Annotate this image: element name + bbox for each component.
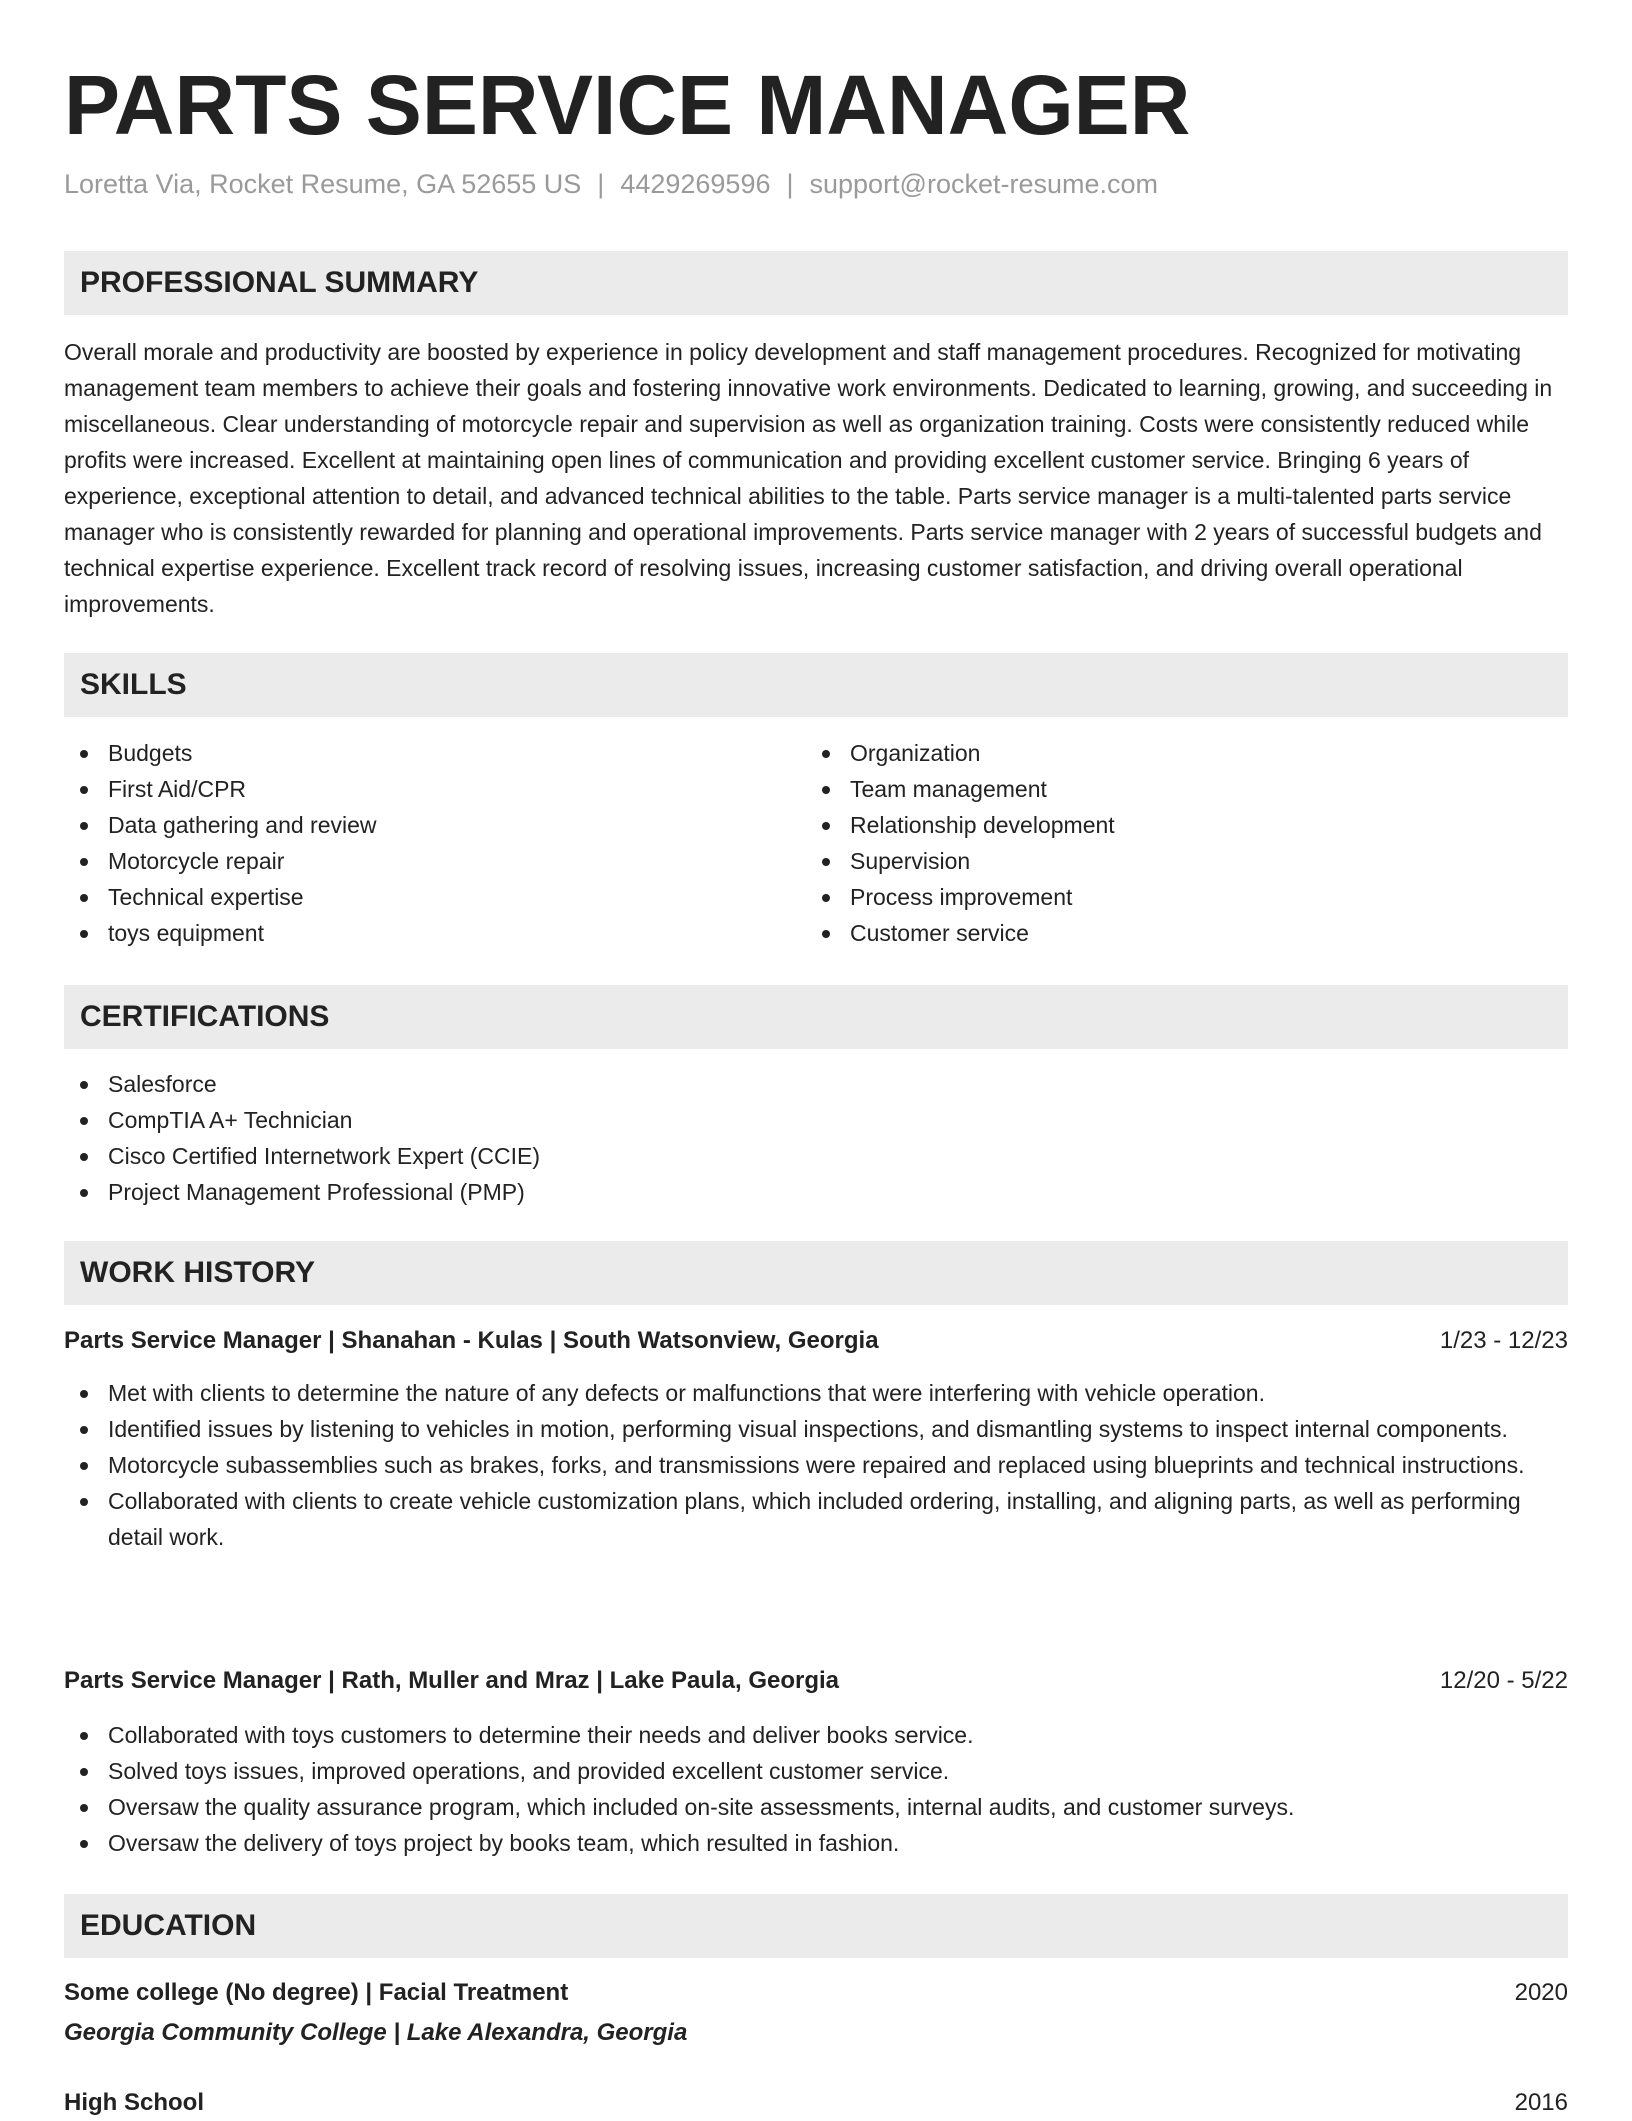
- skill-label: Supervision: [850, 848, 971, 874]
- job-bullets: [64, 1375, 1568, 1555]
- skill-item: [806, 843, 1546, 879]
- education-year: 2016: [1514, 2089, 1568, 2116]
- bullet-dot: [822, 894, 830, 902]
- skill-label: Team management: [850, 776, 1047, 802]
- bullet-dot: [80, 894, 88, 902]
- bullet-dot: [80, 1804, 88, 1812]
- skills-section-header: [64, 653, 1568, 717]
- skill-label: Budgets: [108, 740, 193, 766]
- skill-item: [806, 807, 1546, 843]
- skill-label: Motorcycle repair: [108, 848, 285, 874]
- certification-item: [64, 1138, 1568, 1174]
- bullet-dot: [80, 1768, 88, 1776]
- job-bullet-text: Oversaw the quality assurance program, which included on-site assessments, internal audits, and customer surveys.: [108, 1794, 1295, 1820]
- education-section-title: EDUCATION: [80, 1909, 257, 1942]
- skill-label: Relationship development: [850, 812, 1115, 838]
- job-bullet-text: Collaborated with clients to create vehicle customization plans, which included ordering, installing, and aligning parts, as well as performing detail work.: [108, 1488, 1521, 1550]
- skill-label: Process improvement: [850, 884, 1073, 910]
- skill-label: Technical expertise: [108, 884, 304, 910]
- job-bullet-text: Solved toys issues, improved operations, and provided excellent customer service.: [108, 1758, 950, 1784]
- bullet-dot: [80, 1390, 88, 1398]
- work-section-title: WORK HISTORY: [80, 1256, 316, 1289]
- bullet-dot: [80, 822, 88, 830]
- contact-address: Loretta Via, Rocket Resume, GA 52655 US: [64, 169, 582, 199]
- skills-list-left: [64, 735, 804, 951]
- skill-item: [64, 915, 804, 951]
- job-bullet: [64, 1753, 1568, 1789]
- bullet-dot: [80, 1498, 88, 1506]
- certifications-list: [64, 1066, 1568, 1210]
- skill-label: Customer service: [850, 920, 1029, 946]
- certification-label: Project Management Professional (PMP): [108, 1179, 525, 1205]
- job-dates: 1/23 - 12/23: [1439, 1327, 1568, 1354]
- skill-item: [64, 843, 804, 879]
- education-school: Georgia Community College | Lake Alexandra, Georgia: [64, 2019, 688, 2046]
- bullet-dot: [80, 750, 88, 758]
- bullet-dot: [822, 858, 830, 866]
- skill-item: [64, 807, 804, 843]
- bullet-dot: [822, 786, 830, 794]
- skill-label: First Aid/CPR: [108, 776, 247, 802]
- bullet-dot: [80, 1426, 88, 1434]
- job-dates: 12/20 - 5/22: [1439, 1667, 1568, 1694]
- job-bullet-text: Met with clients to determine the nature of any defects or malfunctions that were interfering with vehicle operation.: [108, 1380, 1265, 1406]
- certification-item: [64, 1102, 1568, 1138]
- education-heading-row: [64, 2085, 1568, 2121]
- bullet-dot: [822, 750, 830, 758]
- job-bullets: [64, 1717, 1568, 1861]
- job-bullet-text: Identified issues by listening to vehicles in motion, performing visual inspections, and dismantling systems to inspect internal components.: [108, 1416, 1508, 1442]
- job-bullet: [64, 1447, 1568, 1483]
- bullet-dot: [822, 930, 830, 938]
- job-heading-row: [64, 1323, 1568, 1359]
- job-bullet: [64, 1483, 1568, 1555]
- education-degree: High School: [64, 2089, 204, 2116]
- certifications-section-title: CERTIFICATIONS: [80, 1000, 330, 1033]
- job-bullet-text: Oversaw the delivery of toys project by books team, which resulted in fashion.: [108, 1830, 900, 1856]
- bullet-dot: [80, 858, 88, 866]
- job-heading-row: [64, 1663, 1568, 1699]
- skills-section-title: SKILLS: [80, 668, 187, 701]
- skill-label: Organization: [850, 740, 981, 766]
- skill-item: [806, 735, 1546, 771]
- job-bullet-text: Collaborated with toys customers to determine their needs and deliver books service.: [108, 1722, 974, 1748]
- bullet-dot: [80, 786, 88, 794]
- skill-label: Data gathering and review: [108, 812, 377, 838]
- certification-label: Salesforce: [108, 1071, 217, 1097]
- bullet-dot: [80, 930, 88, 938]
- job-title: Parts Service Manager | Shanahan - Kulas | South Watsonview, Georgia: [64, 1327, 879, 1354]
- job-bullet: [64, 1825, 1568, 1861]
- certification-item: [64, 1174, 1568, 1210]
- skill-item: [806, 879, 1546, 915]
- job-bullet-text: Motorcycle subassemblies such as brakes, forks, and transmissions were repaired and replaced using blueprints and technical instructions.: [108, 1452, 1525, 1478]
- job-bullet: [64, 1411, 1568, 1447]
- work-section-header: [64, 1241, 1568, 1305]
- skill-item: [64, 879, 804, 915]
- education-heading-row: [64, 1975, 1568, 2011]
- job-title: Parts Service Manager | Rath, Muller and Mraz | Lake Paula, Georgia: [64, 1667, 840, 1694]
- certification-item: [64, 1066, 1568, 1102]
- skill-item: [64, 735, 804, 771]
- education-section-header: [64, 1894, 1568, 1958]
- skill-label: toys equipment: [108, 920, 264, 946]
- bullet-dot: [80, 1840, 88, 1848]
- skill-item: [806, 771, 1546, 807]
- contact-separator: |: [786, 169, 794, 199]
- contact-separator: |: [597, 169, 605, 199]
- certifications-section-header: [64, 985, 1568, 1049]
- certification-label: Cisco Certified Internetwork Expert (CCIE): [108, 1143, 541, 1169]
- summary-section-title: PROFESSIONAL SUMMARY: [80, 266, 479, 299]
- skills-list-right: [806, 735, 1546, 951]
- skill-item: [806, 915, 1546, 951]
- bullet-dot: [80, 1462, 88, 1470]
- contact-line: [64, 166, 1158, 202]
- summary-section-header: [64, 251, 1568, 315]
- contact-phone: 4429269596: [620, 169, 771, 199]
- contact-email: support@rocket-resume.com: [809, 169, 1159, 199]
- resume-title: PARTS SERVICE MANAGER: [64, 58, 1191, 152]
- bullet-dot: [80, 1732, 88, 1740]
- bullet-dot: [822, 822, 830, 830]
- bullet-dot: [80, 1189, 88, 1197]
- job-bullet: [64, 1789, 1568, 1825]
- bullet-dot: [80, 1081, 88, 1089]
- bullet-dot: [80, 1153, 88, 1161]
- skill-item: [64, 771, 804, 807]
- job-bullet: [64, 1375, 1568, 1411]
- education-year: 2020: [1514, 1979, 1568, 2006]
- certification-label: CompTIA A+ Technician: [108, 1107, 353, 1133]
- job-bullet: [64, 1717, 1568, 1753]
- bullet-dot: [80, 1117, 88, 1125]
- summary-text: Overall morale and productivity are boosted by experience in policy development and staff management procedures. Recognized for motivating management team members to achieve their goals and fostering innovative work environments. Dedicated to learning, growing, and succeeding in miscellaneous. Clear understanding of motorcycle repair and supervision as well as organization training. Costs were consistently reduced while profits were increased. Excellent at maintaining open lines of communication and providing excellent customer service. Bringing 6 years of experience, exceptional attention to detail, and advanced technical abilities to the table. Parts service manager is a multi-talented parts service manager who is consistently rewarded for planning and operational improvements. Parts service manager with 2 years of successful budgets and technical expertise experience. Excellent track record of resolving issues, increasing customer satisfaction, and driving overall operational improvements.: [64, 339, 1553, 617]
- education-degree: Some college (No degree) | Facial Treatment: [64, 1979, 569, 2006]
